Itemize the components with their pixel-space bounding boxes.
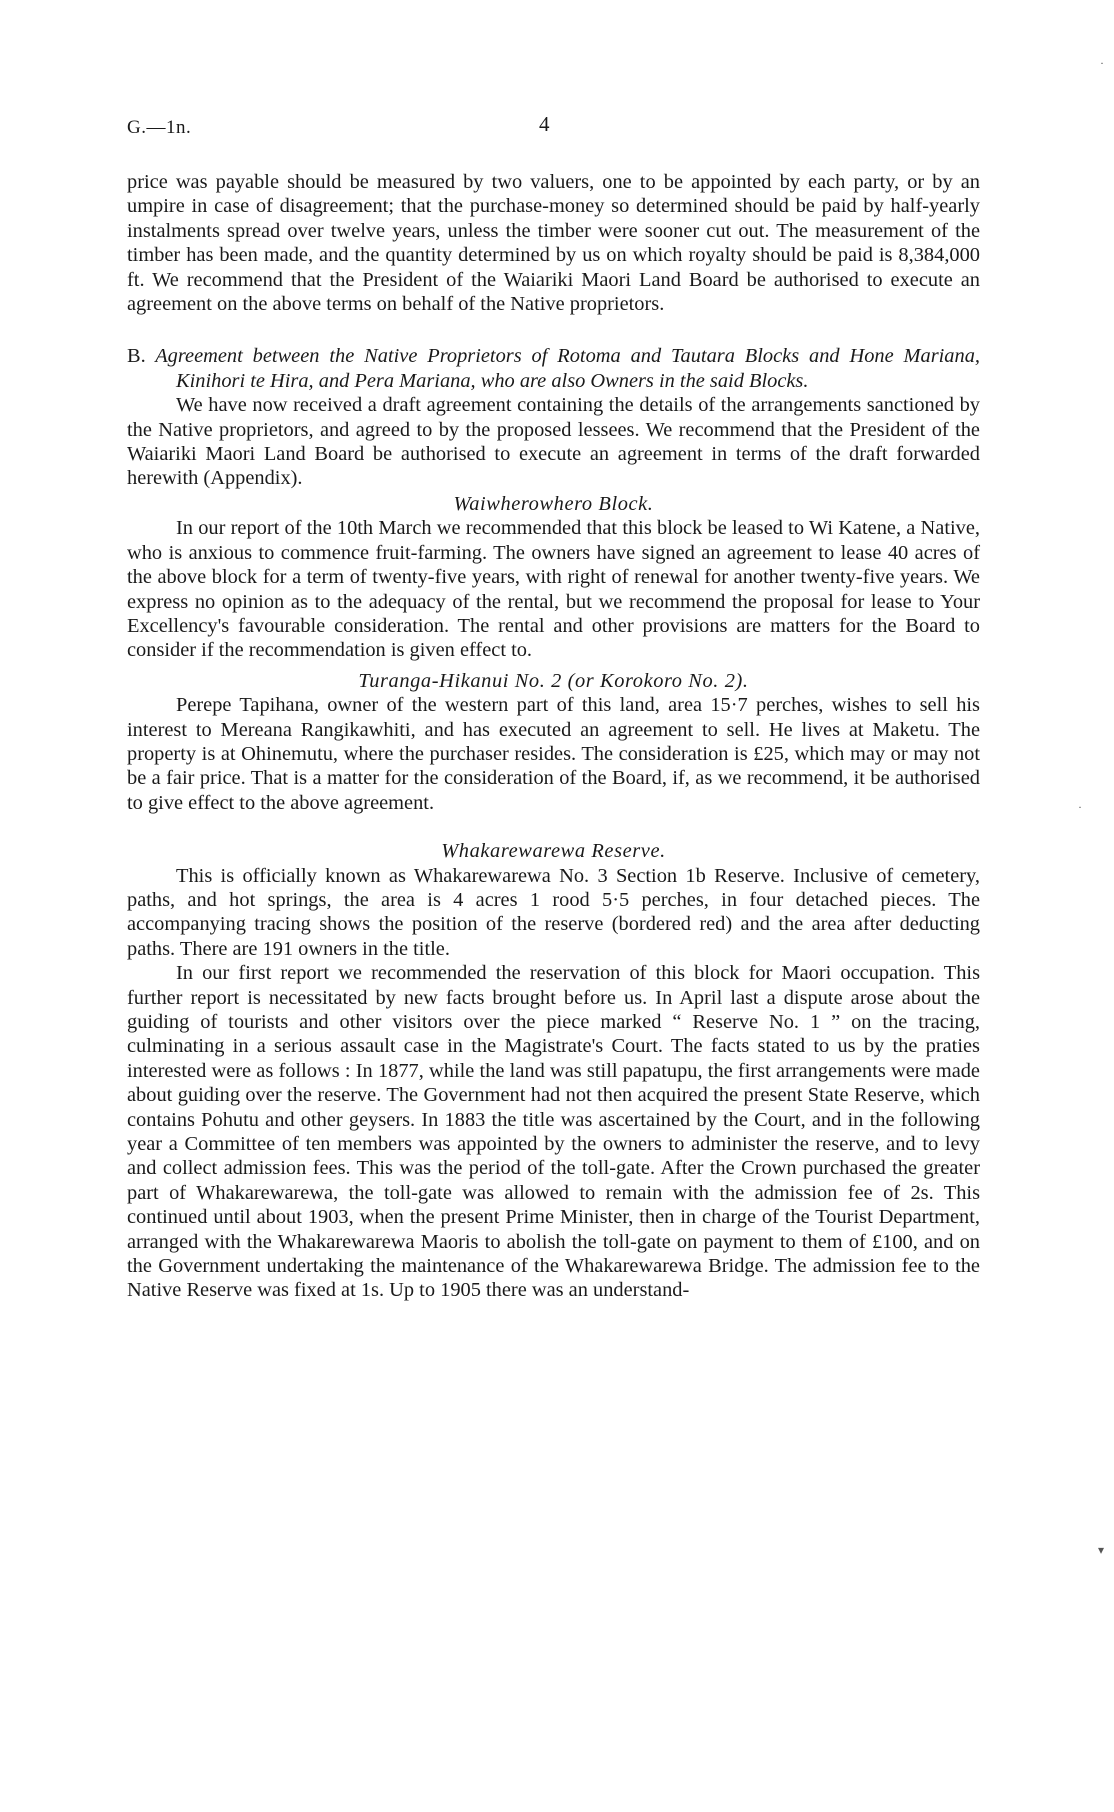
- section-b-title: Agreement between the Native Proprietors of Rotoma and Tautara Blocks and Hone Mariana, Kinihori te Hira, and Pera Mariana, who are also Owners in the said Blocks.: [155, 345, 980, 392]
- margin-speck: ·: [1078, 800, 1082, 814]
- margin-speck: ▾: [1098, 1543, 1105, 1557]
- page-header: [127, 112, 980, 142]
- paragraph-whakarewarewa-area: This is officially known as Whakarewarewa No. 3 Section 1b Reserve. Inclusive of cemetery, paths, and hot springs, the area is 4 acres 1 rood 5·5 perches, in four detached pieces. The accompanying tracing shows the position of the reserve (bordered red) and the area after deducting paths. There are 191 owners in the title.: [127, 864, 980, 960]
- heading-whakarewarewa: Whakarewarewa Reserve.: [441, 840, 666, 863]
- heading-turanga-hikanui: Turanga-Hikanui No. 2 (or Korokoro No. 2).: [358, 669, 749, 692]
- section-b-label: B.: [127, 345, 146, 368]
- text-column: [127, 112, 980, 1303]
- paragraph-whakarewarewa-history: In our first report we recommended the reservation of this block for Maori occupation. This further report is necessitated by new facts brought before us. In April last a dispute arose about the guiding of tourists and other visitors over the piece marked “ Reserve No. 1 ” on the tracing, culminating in a serious assault case in the Magistrate's Court. The facts stated to us by the praties interested were as follows : In 1877, while the land was still papatupu, the first arrangements were made about guiding over the reserve. The Government had not then acquired the present State Reserve, which contains Pohutu and other geysers. In 1883 the title was ascertained by the Court, and in the following year a Committee of ten members was appointed by the owners to administer the reserve, and to levy and collect admission fees. This was the period of the toll-gate. After the Crown purchased the greater part of Whakarewarewa, the toll-gate was allowed to remain with the admission fee of 2s. This continued until about 1903, when the present Prime Minister, then in charge of the Tourist Department, arranged with the Whakarewarewa Maoris to abolish the toll-gate on payment to them of £100, and on the Government undertaking the maintenance of the Whakarewarewa Bridge. The admission fee to the Native Reserve was fixed at 1s. Up to 1905 there was an understand-: [127, 962, 980, 1302]
- paragraph-timber-continuation: price was payable should be measured by two valuers, one to be appointed by each party, or by an umpire in case of disagreement; that the purchase-money so determined should be paid by half-yearly instalments spread over twelve years, unless the timber were sooner cut out. The measurement of the timber has been made, and the quantity determined by us on which royalty should be paid is 8,384,000 ft. We recommend that the President of the Waiariki Maori Land Board be authorised to execute an agreement on the above terms on behalf of the Native proprietors.: [127, 171, 980, 316]
- document-reference: G.—1n.: [127, 117, 192, 138]
- section-b-heading: [127, 344, 980, 393]
- paragraph-draft-agreement: We have now received a draft agreement containing the details of the arrangements sanctioned by the Native proprietors, and agreed to by the proposed lessees. We recommend that the President of the Waiariki Maori Land Board be authorised to execute an agreement in terms of the draft forwarded herewith (Appendix).: [127, 394, 980, 490]
- margin-speck: ·: [1100, 56, 1104, 70]
- paragraph-waiwherowhero: In our report of the 10th March we recommended that this block be leased to Wi Katene, a Native, who is anxious to commence fruit-farming. The owners have signed an agreement to lease 40 acres of the above block for a term of twenty-five years, with right of renewal for another twenty-five years. We express no opinion as to the adequacy of the rental, but we recommend the proposal for lease to Your Excellency's favourable consideration. The rental and other provisions are matters for the Board to consider if the recommendation is given effect to.: [127, 517, 980, 662]
- page-number: 4: [539, 112, 550, 136]
- heading-waiwherowhero: Waiwherowhero Block.: [453, 492, 654, 515]
- paragraph-turanga-hikanui: Perepe Tapihana, owner of the western part of this land, area 15·7 perches, wishes to sell his interest to Mereana Rangikawhiti, and has executed an agreement to sell. He lives at Maketu. The property is at Ohinemutu, where the purchaser resides. The consideration is £25, which may or may not be a fair price. That is a matter for the consideration of the Board, if, as we recommend, it be authorised to give effect to the above agreement.: [127, 694, 980, 814]
